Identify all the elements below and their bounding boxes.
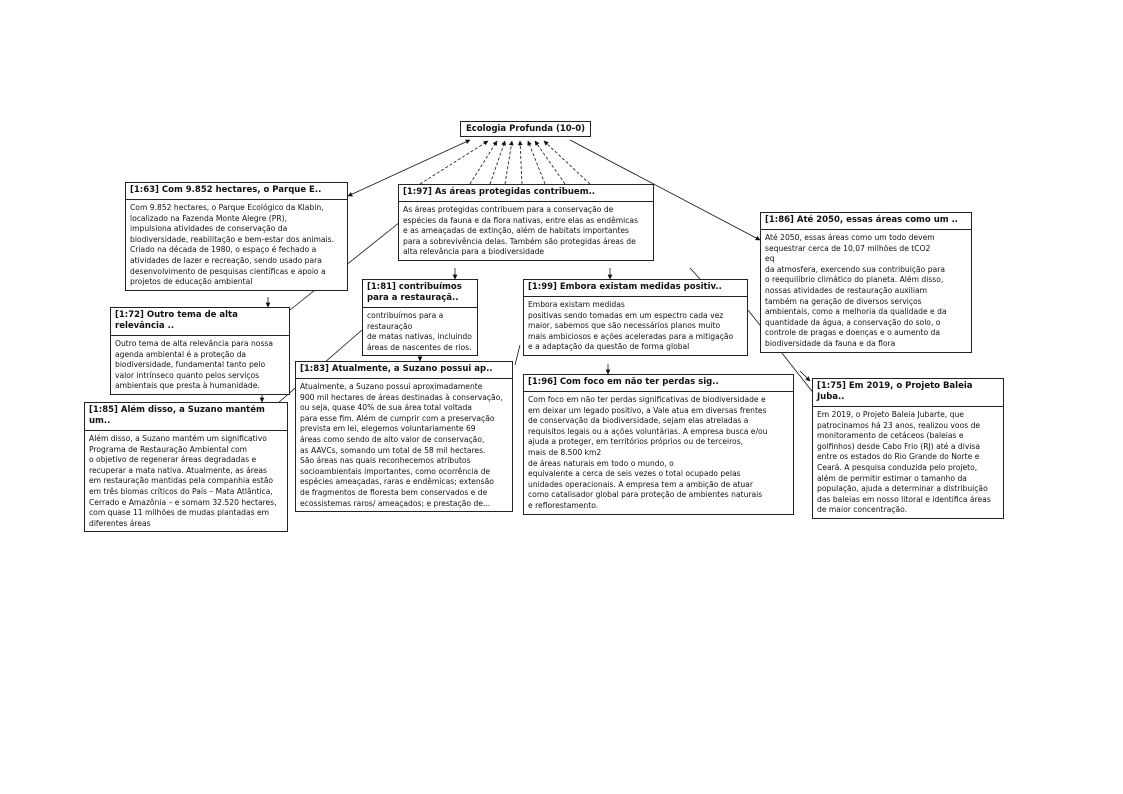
link-197-root-6: [528, 141, 545, 184]
node-text: As áreas protegidas contribuem para a conservação de espécies da fauna e da flora nativas, entre elas as endêmicas e as ameaçadas de extinção, além de habitats importantes para a sobrevivência delas. Também são protegidas áreas de alta relevância para a biodiversidade: [403, 205, 639, 257]
node-1-81[interactable]: [362, 279, 478, 356]
node-1-86[interactable]: [760, 212, 972, 353]
node-text: Com 9.852 hectares, o Parque Ecológico da Klabin, localizado na Fazenda Monte Alegre (PR), impulsiona atividades de conservação da biodiversidade, reabilitação e bem-estar dos animais. Criado na década de 1980, o espaço é fechado a atividades de lazer e recreação, sendo usado para desenvolvimento de pesquisas científicas e apoio a projetos de educação ambiental: [130, 203, 335, 287]
node-text: Com foco em não ter perdas significativas de biodiversidade e em deixar um legado positivo, a Vale atua em diversas frentes de conservação da biodiversidade, sejam elas atreladas a requisitos legais ou a ações voluntárias. A empresa busca e/ou ajuda a proteger, em territórios próprios ou de terceiros, mais de 8.500 km2 de áreas naturais em todo o mundo, o equivalente a cerca de seis vezes o total ocupado pelas unidades operacionais. A empresa tem a ambição de atuar como catalisador global para proteção de ambientes naturais e reflorestamento.: [528, 395, 768, 510]
link-186-175: [800, 371, 810, 381]
link-197-root-5: [520, 141, 522, 184]
node-title: [1:96] Com foco em não ter perdas sig..: [524, 375, 793, 392]
node-title: [1:75] Em 2019, o Projeto Baleia Juba..: [813, 379, 1003, 407]
link-197-root-7: [535, 141, 565, 184]
node-text: Em 2019, o Projeto Baleia Jubarte, que patrocinamos há 23 anos, realizou voos de monitoramento de cetáceos (baleias e golfinhos) desde Cabo Frio (RJ) até a divisa entre os estados do Rio Grande do Norte e Ceará. A pesquisa conduzida pelo projeto, além de permitir estimar o tamanho da população, ajuda a determinar a distribuição das baleias em nosso litoral e identifica áreas de maior concentração.: [817, 410, 991, 515]
root-node[interactable]: [460, 121, 591, 137]
node-1-85[interactable]: [84, 402, 288, 532]
node-text: Além disso, a Suzano mantém um significativo Programa de Restauração Ambiental com o objetivo de regenerar áreas degradadas e recuperar a mata nativa. Atualmente, as áreas em restauração mantidas pela companhia estão em três biomas críticos do País – Mata Atlântica, Cerrado e Amazônia – e somam 32.520 hectares, com quase 11 milhões de mudas plantadas em diferentes áreas: [89, 434, 277, 528]
node-1-96[interactable]: [523, 374, 794, 515]
node-title: [1:86] Até 2050, essas áreas como um ..: [761, 213, 971, 230]
node-text: contribuímos para a restauração de matas nativas, incluindo áreas de nascentes de rios.: [367, 311, 472, 352]
link-197-root-8: [544, 141, 590, 184]
node-title: [1:72] Outro tema de alta relevância ..: [111, 308, 289, 336]
link-197-root-3: [490, 141, 505, 184]
node-1-97[interactable]: [398, 184, 654, 261]
node-1-72[interactable]: [110, 307, 290, 395]
link-197-199b: [690, 268, 700, 279]
node-1-99[interactable]: [523, 279, 748, 356]
node-text: Embora existam medidas positivas sendo tomadas em um espectro cada vez maior, sabemos que são necessários planos muito mais ambiciosos e ações aceleradas para a mitigação e a adaptação da questão de forma global: [528, 300, 734, 352]
link-197-root-4: [505, 141, 512, 184]
node-title: [1:99] Embora existam medidas positiv..: [524, 280, 747, 297]
node-title: [1:63] Com 9.852 hectares, o Parque E..: [126, 183, 347, 200]
node-title: [1:81] contribuímos para a restauraçã..: [363, 280, 477, 308]
node-text: Outro tema de alta relevância para nossa agenda ambiental é a proteção da biodiversidade, fundamental tanto pelo valor intrínseco quanto pelos serviços ambientais que presta à humanidade.: [115, 339, 274, 391]
node-text: Até 2050, essas áreas como um todo devem sequestrar cerca de 10,07 milhões de tCO2 eq da atmosfera, exercendo sua contribuição para o reequilíbrio climático do planeta. Além disso, nossas atividades de restauração auxiliam também na geração de diversos serviços ambientais, como a melhoria da qualidade e da quantidade da água, a conservação do solo, o controle de pragas e doenças e o aumento da biodiversidade da fauna e da flora: [765, 233, 947, 348]
node-1-75[interactable]: [812, 378, 1004, 519]
node-text: Atualmente, a Suzano possui aproximadamente 900 mil hectares de áreas destinadas à conservação, ou seja, quase 40% de sua área total voltada para esse fim. Além de cumprir com a preservação prevista em lei, elegemos voluntariamente 69 áreas como sendo de alto valor de conservação, as AAVCs, somando um total de 58 mil hectares. São áreas nas quais reconhecemos atributos socioambientais importantes, como ocorrência de espécies ameaçadas, raras e endêmicas; extensão de fragmentos de floresta bem conservados e de ecossistemas raros/ ameaçados; e prestação de...: [300, 382, 503, 508]
node-title: [1:97] As áreas protegidas contribuem..: [399, 185, 653, 202]
node-title: [1:85] Além disso, a Suzano mantém um..: [85, 403, 287, 431]
node-1-83[interactable]: [295, 361, 513, 512]
root-label: Ecologia Profunda (10-0): [466, 124, 586, 134]
link-199-183: [515, 345, 520, 365]
link-197-root-2: [470, 141, 497, 184]
node-title: [1:83] Atualmente, a Suzano possui ap..: [296, 362, 512, 379]
node-1-63[interactable]: [125, 182, 348, 291]
